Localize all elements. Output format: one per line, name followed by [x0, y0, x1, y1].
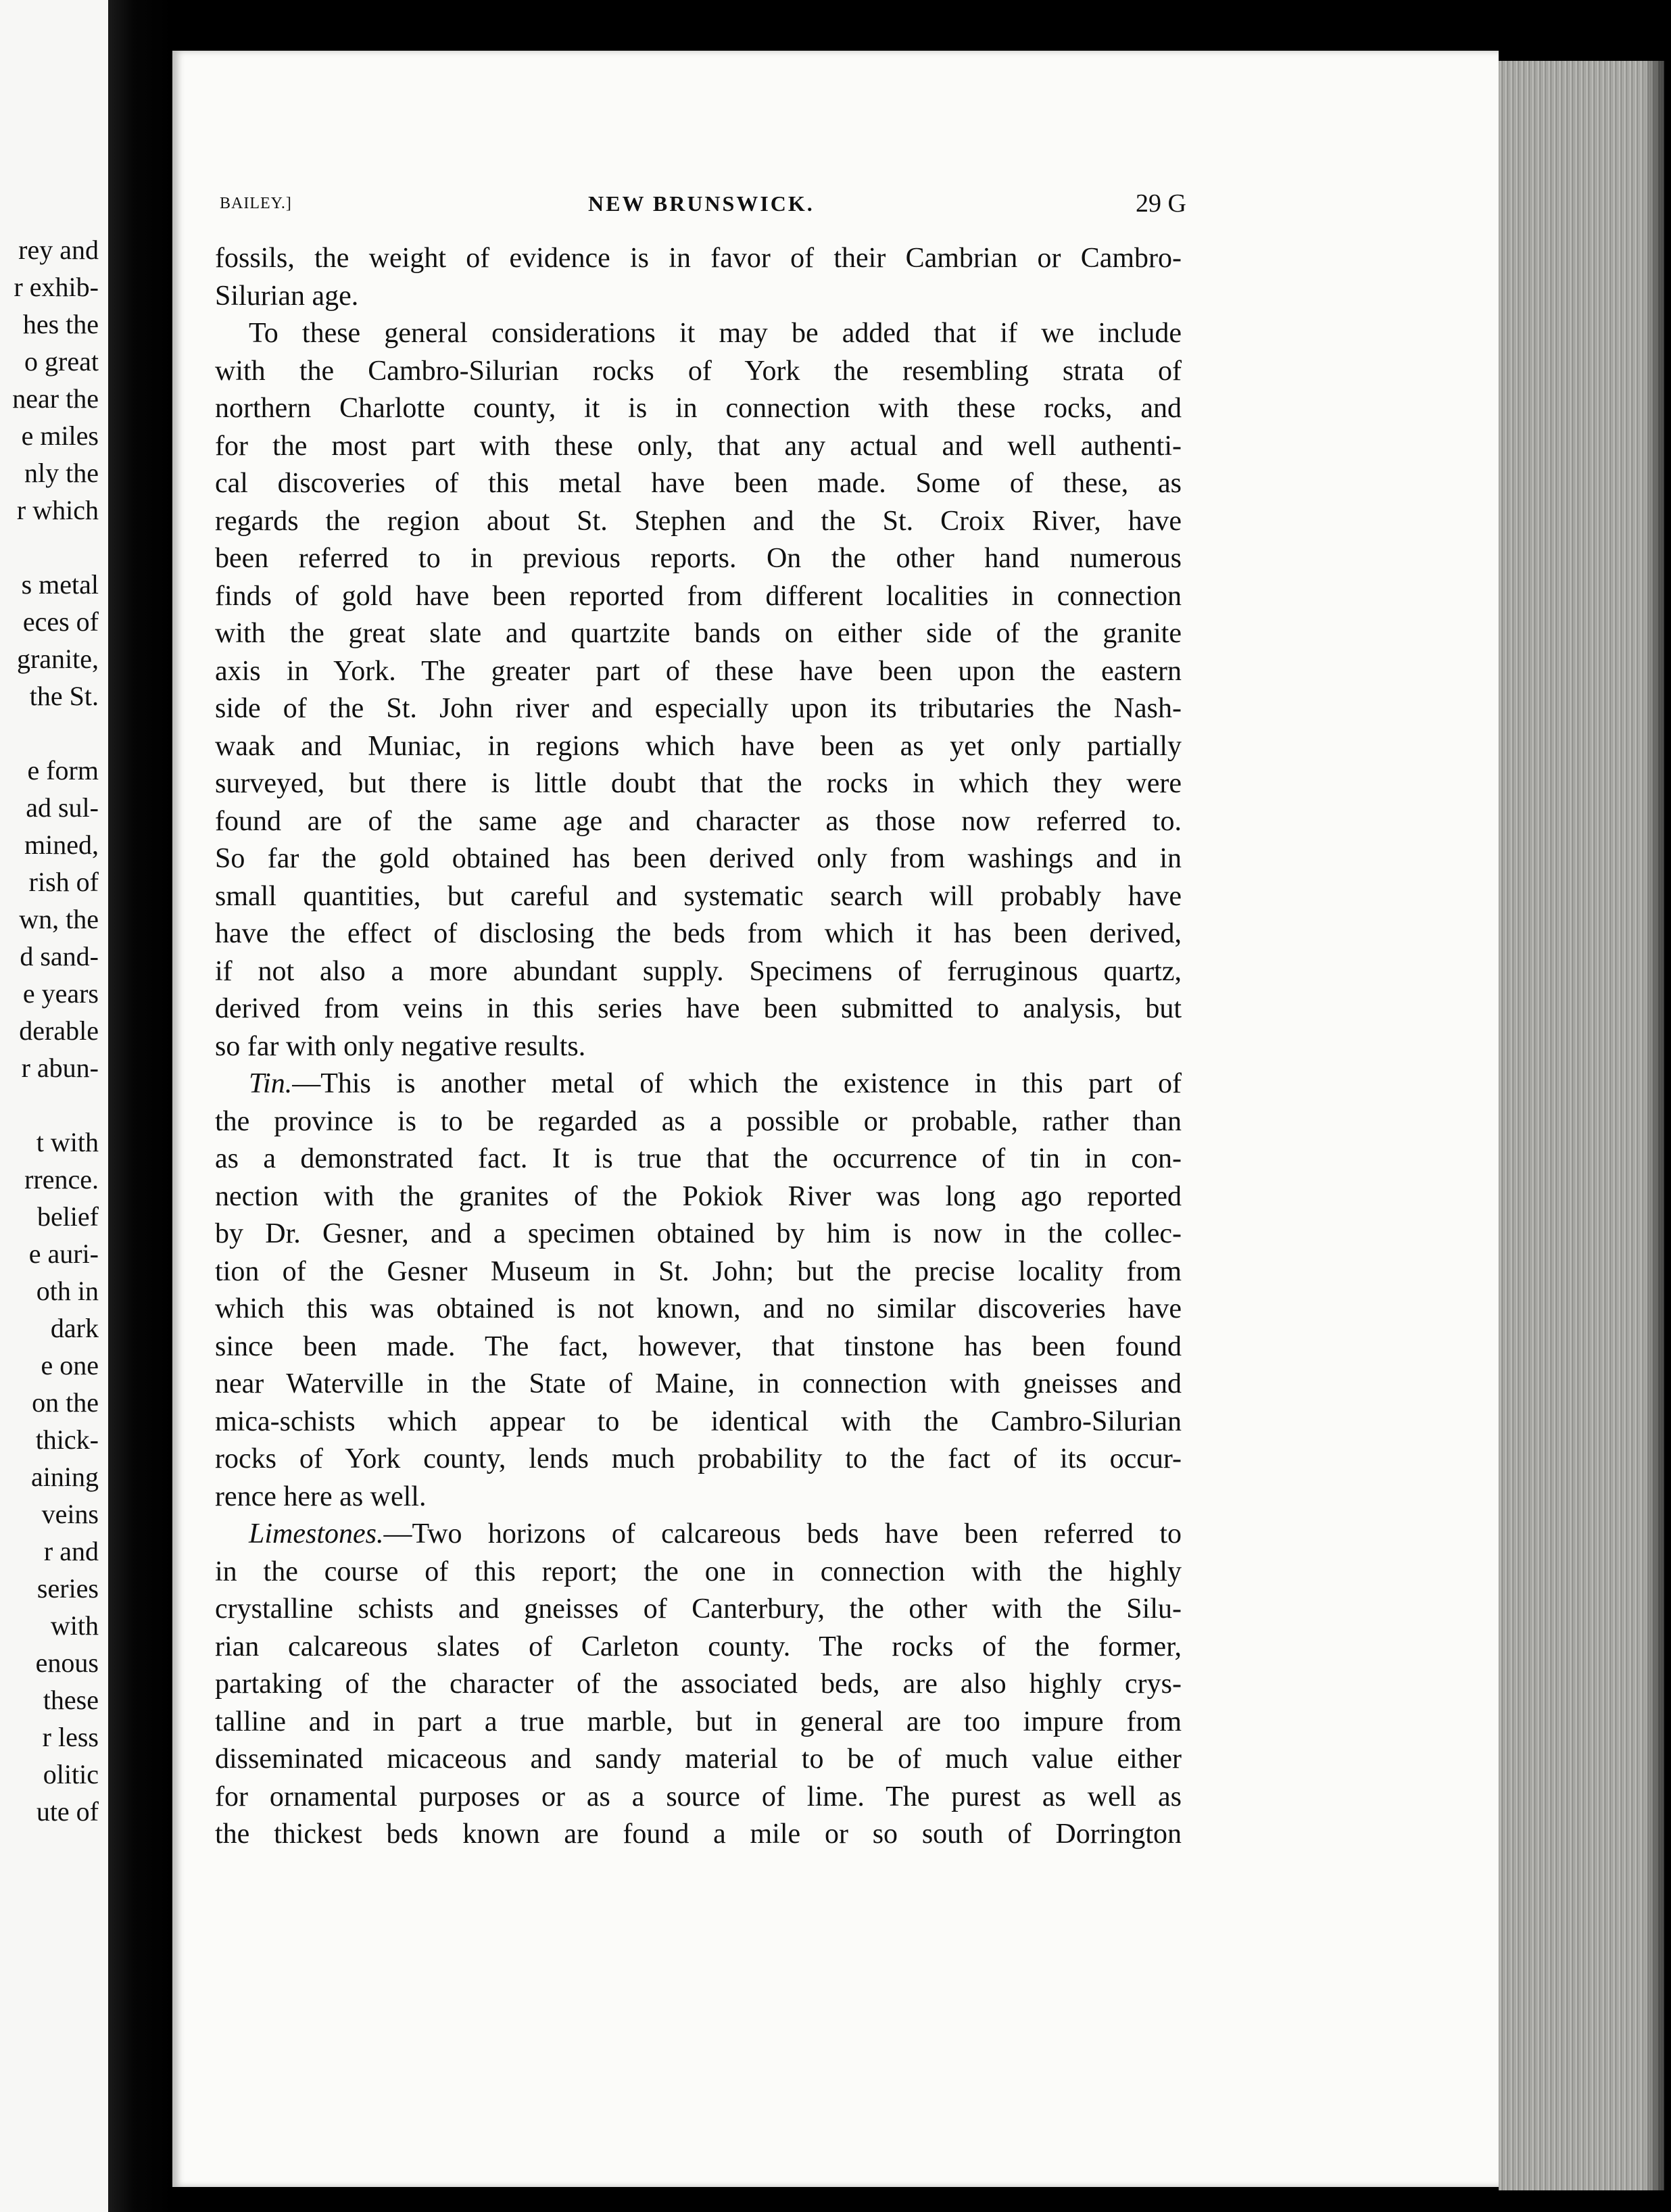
facing-page-text-fragment: ad sul- — [26, 792, 99, 823]
text-line: waak and Muniac, in regions which have been as yet only partially — [215, 730, 1182, 762]
facing-page-text-fragment: ute of — [36, 1796, 99, 1827]
facing-page-text-fragment: nly the — [24, 458, 99, 488]
facing-page-text-fragment: thick- — [35, 1424, 99, 1455]
facing-page-text-fragment: r which — [16, 495, 99, 525]
facing-page-text-fragment: e miles — [21, 420, 99, 451]
facing-page-text-fragment: veins — [41, 1499, 99, 1529]
text-line: rian calcareous slates of Carleton county. The rocks of the former, — [215, 1631, 1182, 1662]
text-line: cal discoveries of this metal have been made. Some of these, as — [215, 468, 1182, 499]
text-line: derived from veins in this series have been submitted to analysis, but — [215, 993, 1182, 1024]
facing-page-text-fragment: e years — [22, 978, 99, 1009]
facing-page-text-fragment: near the — [12, 383, 99, 414]
text-line: by Dr. Gesner, and a specimen obtained by him is now in the collec- — [215, 1218, 1182, 1249]
text-line: since been made. The fact, however, that tinstone has been found — [215, 1330, 1182, 1362]
text-line: So far the gold obtained has been derived only from washings and in — [215, 843, 1182, 874]
body-text — [215, 240, 1182, 1854]
facing-page-text-fragment: e auri- — [28, 1239, 99, 1269]
facing-page-fragment — [0, 0, 108, 2212]
running-head-title: NEW BRUNSWICK. — [588, 191, 815, 216]
facing-page-text-fragment: mined, — [24, 830, 99, 860]
facing-page-text-fragment: d sand- — [20, 941, 99, 971]
facing-page-text-fragment: belief — [37, 1201, 99, 1232]
text-line-content: —Two horizons of calcareous beds have been referred to — [383, 1518, 1182, 1549]
facing-page-text-fragment: s metal — [21, 569, 99, 600]
facing-page-text-fragment: series — [37, 1573, 99, 1604]
section-heading: Tin. — [249, 1068, 293, 1099]
text-line: if not also a more abundant supply. Specimens of ferruginous quartz, — [215, 955, 1182, 987]
facing-page-text-fragment: enous — [35, 1648, 99, 1678]
facing-page-text-fragment: these — [43, 1685, 99, 1715]
text-line: To these general considerations it may be added that if we include — [249, 318, 1182, 349]
text-line: for the most part with these only, that any actual and well authenti- — [215, 430, 1182, 462]
text-line: axis in York. The greater part of these have been upon the eastern — [215, 655, 1182, 687]
text-line: northern Charlotte county, it is in connection with these rocks, and — [215, 393, 1182, 424]
running-head-author: BAILEY.] — [220, 195, 292, 212]
facing-page-text-fragment: e form — [27, 755, 99, 786]
facing-page-text-fragment: oth in — [36, 1276, 99, 1306]
text-line: fossils, the weight of evidence is in favor of their Cambrian or Cambro- — [215, 243, 1182, 274]
text-line: which this was obtained is not known, and no similar discoveries have — [215, 1293, 1182, 1324]
text-line: tion of the Gesner Museum in St. John; but the precise locality from — [215, 1255, 1182, 1287]
page-number: 29 G — [1136, 189, 1186, 218]
facing-page-text-fragment: r exhib- — [14, 272, 99, 302]
facing-page-text-fragment: r less — [42, 1722, 99, 1752]
facing-page-text-fragment: rish of — [28, 867, 99, 897]
text-line: been referred to in previous reports. On the other hand numerous — [215, 543, 1182, 574]
facing-page-text-fragment: r abun- — [21, 1053, 99, 1083]
facing-page-text-fragment: o great — [24, 346, 99, 377]
text-line: found are of the same age and character as those now referred to. — [215, 805, 1182, 837]
text-line: Silurian age. — [215, 280, 359, 312]
facing-page-text-fragment: aining — [31, 1462, 99, 1492]
facing-page-text-fragment: dark — [50, 1313, 99, 1343]
facing-page-text-fragment: on the — [32, 1387, 99, 1418]
text-line: side of the St. John river and especially upon its tributaries the Nash- — [215, 693, 1182, 724]
text-line-content: —This is another metal of which the existence in this part of — [292, 1068, 1182, 1099]
text-line: nection with the granites of the Pokiok River was long ago reported — [215, 1180, 1182, 1212]
text-line: crystalline schists and gneisses of Canterbury, the other with the Silu- — [215, 1593, 1182, 1625]
facing-page-text-fragment: rrence. — [24, 1164, 99, 1195]
text-line: small quantities, but careful and systematic search will probably have — [215, 880, 1182, 912]
facing-page-text-fragment: eces of — [22, 606, 99, 637]
text-line: for ornamental purposes or as a source of lime. The purest as well as — [215, 1781, 1182, 1812]
text-line: have the effect of disclosing the beds from which it has been derived, — [215, 918, 1182, 949]
page-edge-stack — [1499, 61, 1664, 2190]
text-line: the thickest beds known are found a mile or so south of Dorrington — [215, 1819, 1182, 1850]
text-line: rocks of York county, lends much probability to the fact of its occur- — [215, 1443, 1182, 1474]
facing-page-text-fragment: e one — [41, 1350, 99, 1380]
facing-page-text-fragment: hes the — [22, 309, 99, 339]
text-line: as a demonstrated fact. It is true that the occurrence of tin in con- — [215, 1143, 1182, 1174]
facing-page-text-fragment: with — [50, 1610, 99, 1641]
text-line: partaking of the character of the associated beds, are also highly crys- — [215, 1668, 1182, 1700]
text-line: near Waterville in the State of Maine, in connection with gneisses and — [215, 1368, 1182, 1399]
facing-page-text-fragment: the St. — [29, 681, 99, 711]
text-line — [215, 1065, 1182, 1103]
book-gutter — [108, 0, 172, 2212]
text-line: surveyed, but there is little doubt that the rocks in which they were — [215, 768, 1182, 799]
running-head — [220, 187, 1186, 220]
facing-page-text-fragment: derable — [19, 1015, 99, 1046]
text-line: with the great slate and quartzite bands on either side of the granite — [215, 618, 1182, 649]
facing-page-text-fragment: rey and — [18, 235, 99, 265]
text-line: in the course of this report; the one in connection with the highly — [215, 1556, 1182, 1587]
section-heading: Limestones. — [249, 1518, 384, 1549]
text-line: so far with only negative results. — [215, 1030, 586, 1062]
text-line: mica-schists which appear to be identical with the Cambro-Silurian — [215, 1405, 1182, 1437]
text-line: finds of gold have been reported from different localities in connection — [215, 580, 1182, 612]
facing-page-text-fragment: t with — [36, 1127, 99, 1157]
text-line: the province is to be regarded as a possible or probable, rather than — [215, 1105, 1182, 1137]
text-line: rence here as well. — [215, 1481, 427, 1512]
text-line: regards the region about St. Stephen and the St. Croix River, have — [215, 505, 1182, 537]
facing-page-text-fragment: r and — [43, 1536, 99, 1566]
text-line — [215, 1516, 1182, 1554]
text-line: with the Cambro-Silurian rocks of York the resembling strata of — [215, 355, 1182, 387]
text-line: talline and in part a true marble, but in general are too impure from — [215, 1706, 1182, 1737]
facing-page-text-fragment: olitic — [43, 1759, 99, 1789]
facing-page-text-fragment: wn, the — [19, 904, 99, 934]
facing-page-text-fragment: granite, — [16, 644, 99, 674]
text-line: disseminated micaceous and sandy material to be of much value either — [215, 1744, 1182, 1775]
